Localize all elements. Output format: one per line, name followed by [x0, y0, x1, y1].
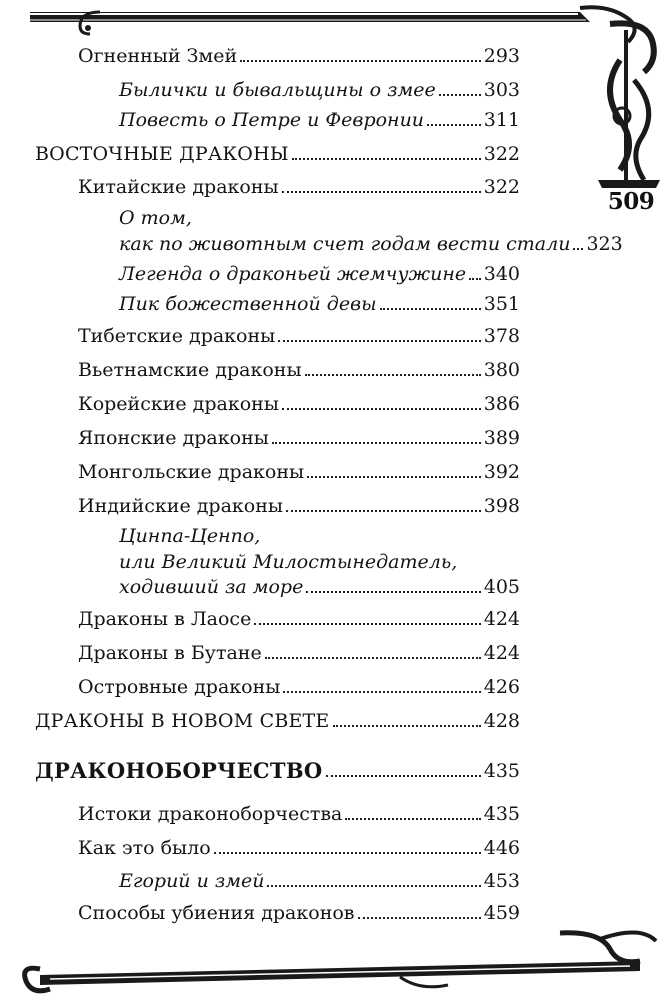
toc-entry-page: 392: [483, 461, 520, 483]
toc-entry-line: Цинпа-Ценпо,: [119, 525, 261, 547]
toc-entry-title: ходивший за море: [119, 576, 304, 598]
toc-entry-line: или Великий Милостынедатель,: [119, 551, 458, 573]
dot-leader: [267, 885, 480, 887]
toc-entry-page: 378: [483, 325, 520, 347]
toc-entry[interactable]: [119, 232, 623, 256]
toc-entry-title: Японские драконы: [78, 427, 269, 449]
toc-entry[interactable]: [78, 675, 520, 699]
dot-leader: [427, 124, 481, 126]
toc-entry[interactable]: [119, 262, 520, 286]
toc-entry-title: Вьетнамские драконы: [78, 359, 302, 381]
toc-entry[interactable]: [78, 324, 520, 348]
toc-entry-page: 435: [483, 760, 520, 782]
toc-entry[interactable]: [78, 802, 520, 826]
toc-entry[interactable]: [119, 78, 520, 102]
toc-entry-page: 398: [483, 495, 520, 517]
toc-entry[interactable]: [35, 142, 520, 166]
toc-entry[interactable]: [119, 869, 520, 893]
toc-entry-title: как по животным счет годам вести стали: [119, 233, 571, 255]
toc-entry-page: 303: [483, 79, 520, 101]
dot-leader: [265, 657, 481, 659]
right-border-ornament: [590, 20, 670, 200]
dot-leader: [240, 60, 481, 62]
toc-entry-page: 389: [483, 427, 520, 449]
dot-leader: [286, 510, 481, 512]
toc-entry-title: Драконы в Лаосе: [78, 608, 252, 630]
dot-leader: [345, 818, 480, 820]
toc-entry-page: 424: [483, 608, 520, 630]
toc-entry[interactable]: [78, 836, 520, 860]
toc-entry-page: 322: [483, 176, 520, 198]
toc-entry-page: 293: [483, 45, 520, 67]
toc-entry-page: 446: [483, 837, 520, 859]
toc-entry-title: ДРАКОНОБОРЧЕСТВО: [35, 758, 323, 783]
toc-entry-page: 459: [483, 902, 520, 924]
toc-entry-title: Истоки драконоборчества: [78, 803, 343, 825]
toc-entry-title: Индийские драконы: [78, 495, 284, 517]
toc-entry-page: 428: [483, 710, 520, 732]
toc-entry[interactable]: [119, 292, 520, 316]
toc-entry-title: Монгольские драконы: [78, 461, 305, 483]
toc-entry-page: 386: [483, 393, 520, 415]
dot-leader: [439, 94, 481, 96]
toc-entry-title: ДРАКОНЫ В НОВОМ СВЕТЕ: [35, 710, 330, 732]
dot-leader: [283, 691, 480, 693]
toc-entry-title: Огненный Змей: [78, 45, 238, 67]
toc-entry[interactable]: [78, 641, 520, 665]
toc-entry-page: 311: [483, 109, 520, 131]
dot-leader: [214, 852, 481, 854]
dot-leader: [307, 476, 481, 478]
toc-entry[interactable]: [78, 358, 520, 382]
toc-entry[interactable]: [78, 175, 520, 199]
toc-entry-page: 351: [483, 293, 520, 315]
dot-leader: [358, 917, 481, 919]
dot-leader: [306, 591, 480, 593]
toc-entry-line: О том,: [119, 207, 192, 229]
toc-entry-title: Пик божественной девы: [119, 293, 377, 315]
dot-leader: [282, 408, 481, 410]
toc-entry[interactable]: [78, 460, 520, 484]
toc-entry-page: 323: [586, 233, 623, 255]
toc-entry-title: Как это было: [78, 837, 211, 859]
toc-entry-page: 322: [483, 143, 520, 165]
dot-leader: [469, 278, 481, 280]
toc-entry[interactable]: [119, 575, 520, 599]
toc-entry[interactable]: [78, 426, 520, 450]
dot-leader: [282, 191, 481, 193]
dot-leader: [380, 308, 481, 310]
toc-entry[interactable]: [78, 494, 520, 518]
toc-entry-page: 435: [483, 803, 520, 825]
toc-entry-page: 340: [483, 263, 520, 285]
toc-entry[interactable]: [78, 44, 520, 68]
toc-entry-page: 424: [483, 642, 520, 664]
toc-entry[interactable]: [78, 901, 520, 925]
toc-entry-title: Корейские драконы: [78, 393, 279, 415]
toc-entry-page: 453: [483, 870, 520, 892]
toc-entry-page: 380: [483, 359, 520, 381]
toc-entry-title: Островные драконы: [78, 676, 281, 698]
dot-leader: [272, 442, 481, 444]
toc-entry[interactable]: [35, 709, 520, 733]
toc-entry-title: Повесть о Петре и Февронии: [119, 109, 425, 131]
toc-entry-title: Легенда о драконьей жемчужине: [119, 263, 467, 285]
toc-entry-page: 405: [483, 576, 520, 598]
toc-entry-title: Способы убиения драконов: [78, 902, 355, 924]
toc-entry[interactable]: [78, 607, 520, 631]
dot-leader: [305, 374, 481, 376]
dot-leader: [278, 340, 480, 342]
page-number: 509: [607, 188, 655, 215]
toc-entry-title: Китайские драконы: [78, 176, 279, 198]
dot-leader: [254, 623, 480, 625]
toc-entry-page: 426: [483, 676, 520, 698]
dot-leader: [292, 158, 481, 160]
toc-entry[interactable]: [78, 392, 520, 416]
toc-entry-title: Тибетские драконы: [78, 325, 276, 347]
dot-leader: [333, 725, 481, 727]
toc-entry[interactable]: [119, 108, 520, 132]
toc-entry-title: ВОСТОЧНЫЕ ДРАКОНЫ: [35, 143, 289, 165]
toc-entry-title: Егорий и змей: [119, 870, 265, 892]
dot-leader: [573, 248, 583, 250]
toc-section-entry[interactable]: [35, 759, 520, 783]
dot-leader: [326, 775, 481, 777]
toc-entry-title: Драконы в Бутане: [78, 642, 262, 664]
toc-entry-title: Былички и бывальщины о змее: [119, 79, 436, 101]
